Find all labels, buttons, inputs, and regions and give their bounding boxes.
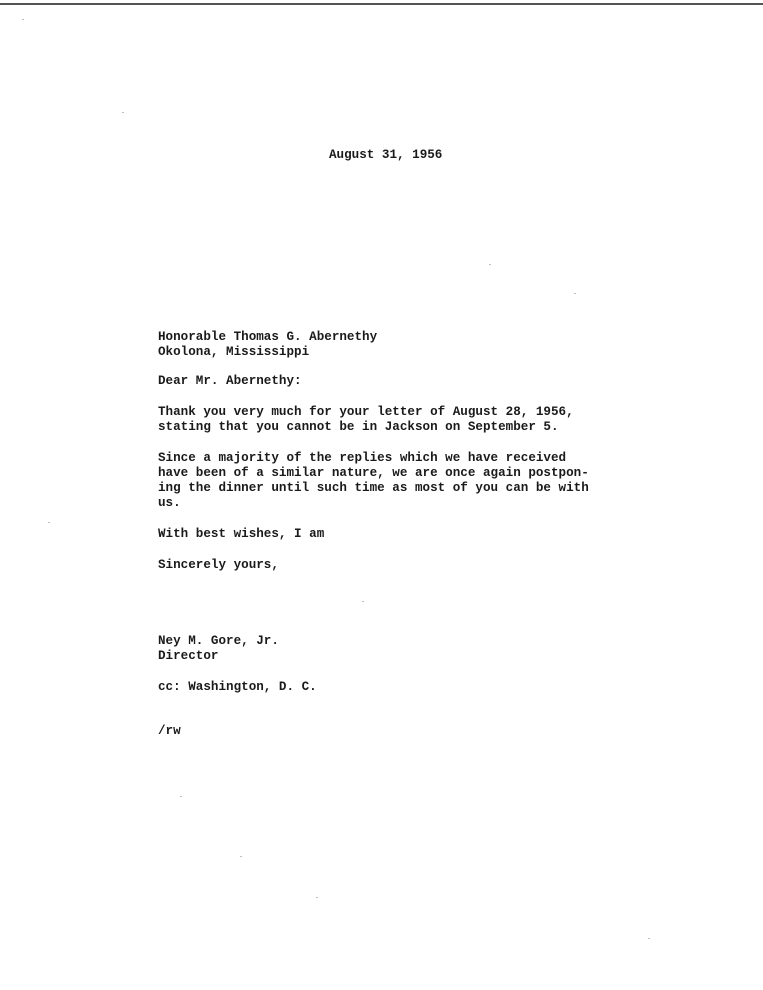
scan-speck: [316, 897, 318, 898]
paragraph-2-line-3: ing the dinner until such time as most of you can be with: [158, 481, 589, 495]
typist-initials: /rw: [158, 724, 181, 738]
signer-title: Director: [158, 649, 219, 663]
scan-speck: [648, 938, 650, 939]
paragraph-2-line-4: us.: [158, 496, 181, 510]
letter-date: August 31, 1956: [329, 148, 443, 162]
recipient-location: Okolona, Mississippi: [158, 345, 310, 359]
scan-speck: [122, 112, 124, 113]
scan-speck: [489, 264, 491, 265]
scan-speck: [180, 796, 182, 797]
closing-line: With best wishes, I am: [158, 527, 325, 541]
top-edge-rule: [0, 3, 763, 5]
scan-speck: [22, 19, 24, 20]
scan-speck: [362, 601, 364, 602]
carbon-copy-line: cc: Washington, D. C.: [158, 680, 317, 694]
signer-name: Ney M. Gore, Jr.: [158, 634, 279, 648]
scan-speck: [48, 522, 50, 523]
recipient-name: Honorable Thomas G. Abernethy: [158, 330, 378, 344]
salutation: Dear Mr. Abernethy:: [158, 374, 302, 388]
valediction: Sincerely yours,: [158, 558, 279, 572]
paragraph-2-line-2: have been of a similar nature, we are once again postpon-: [158, 466, 589, 480]
paragraph-1-line-1: Thank you very much for your letter of August 28, 1956,: [158, 405, 574, 419]
paragraph-2-line-1: Since a majority of the replies which we have received: [158, 451, 567, 465]
paragraph-1-line-2: stating that you cannot be in Jackson on September 5.: [158, 420, 559, 434]
scan-speck: [240, 856, 242, 857]
scan-speck: [574, 293, 576, 294]
